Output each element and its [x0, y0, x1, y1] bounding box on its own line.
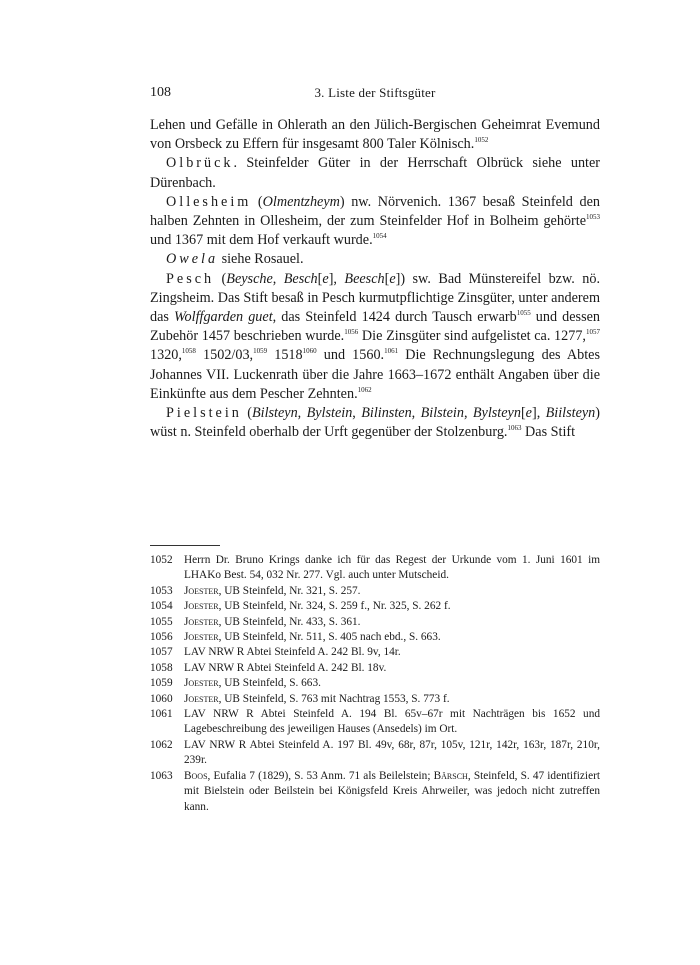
footnote-number: 1057 — [150, 646, 173, 659]
footnote-number: 1052 — [150, 554, 173, 566]
footnote-text: Joester, UB Steinfeld, S. 663. — [184, 677, 321, 690]
footnote-ref: 1057 — [585, 328, 600, 337]
footnote-1058 — [150, 661, 600, 676]
footnote-number: 1061 — [150, 708, 173, 721]
page-number: 108 — [150, 85, 171, 100]
footnote-1059 — [150, 676, 600, 691]
footnote-number: 1055 — [150, 615, 173, 628]
footnote-text: Joester, UB Steinfeld, Nr. 321, S. 257. — [184, 584, 361, 597]
footnote-1053 — [150, 584, 600, 599]
footnote-number: 1062 — [150, 738, 173, 751]
footnote-number: 1063 — [150, 769, 173, 782]
footnote-text: LAV NRW R Abtei Steinfeld A. 194 Bl. 65v–67r mit Nachträgen bis 1652 und Lagebeschreibung des jeweiligen Hauses (Ansedels) im Ort. — [184, 708, 600, 736]
footnote-ref: 1056 — [344, 328, 359, 337]
footnote-ref: 1063 — [507, 424, 522, 433]
entry-owela: Owela siehe Rosauel. — [166, 251, 304, 268]
entry-name: Olbrück — [166, 155, 234, 172]
footnote-number: 1053 — [150, 584, 173, 597]
footnote-ref: 1052 — [474, 136, 489, 145]
entry-pesch: Pesch (Beysche, Besch[e], Beesch[e]) sw. Bad Münstereifel bzw. nö. Zingsheim. Das Stift besaß in Pesch kurmutpflichtige Zinsgüter, unter anderem das Wolffgarden guet, das Steinfeld 1424 durch Tausch erwarb$^{1055}$ und dessen Zubehör 1457 beschrieben wurde.$^{1056}$ Die Zinsgüter sind aufgelistet ca. 1277,$^{1057}$ 1320,$^{1058}$ 1502/03,$^{1059}$ $1518^{1060}$ und 1560.$^{1061}$ Die Rechnungslegung des Abtes Johannes VII. Luckenrath über die Jahre 1663–1672 enthält Angaben über die Einkünfte aus dem Pescher Zehnten.$^{1062}$ — [150, 270, 600, 402]
footnote-text: Joester, UB Steinfeld, S. 763 mit Nachtrag 1553, S. 773 f. — [184, 692, 450, 705]
footnote-ref: 1058 — [181, 347, 196, 356]
footnote-1052 — [150, 553, 600, 584]
entry-name: Owela — [166, 251, 219, 268]
paragraph-ohlerath: Lehen und Gefälle in Ohlerath an den Jülich-Bergischen Geheimrat Evemund von Orsbeck zu Effern für insgesamt 800 Taler Kölnisch.$^{1052}$ — [150, 117, 600, 153]
footnotes — [150, 553, 600, 815]
entry-name: Pesch — [166, 270, 215, 287]
footnote-ref: 1060 — [302, 347, 317, 356]
footnote-1063 — [150, 769, 600, 815]
footnote-text: Boos, Eufalia 7 (1829), S. 53 Anm. 71 als Beilelstein; Bärsch, Steinfeld, S. 47 identifiziert mit Bielstein oder Beilstein bei Königsfeld Kreis Ahrweiler, was jedoch nicht zutreffen kann. — [184, 769, 600, 813]
footnote-1061 — [150, 707, 600, 738]
footnote-ref: 1062 — [357, 385, 372, 394]
footnote-divider — [150, 545, 220, 546]
footnote-ref: 1059 — [253, 347, 268, 356]
running-head: 3. Liste der Stiftsgüter — [314, 85, 436, 100]
footnote-1056 — [150, 630, 600, 645]
body-text — [150, 116, 600, 442]
footnote-text: Joester, UB Steinfeld, Nr. 511, S. 405 nach ebd., S. 663. — [184, 631, 441, 644]
footnote-text: LAV NRW R Abtei Steinfeld A. 242 Bl. 9v, 14r. — [184, 646, 401, 659]
footnote-ref: 1061 — [384, 347, 399, 356]
footnote-number: 1054 — [150, 600, 173, 613]
footnote-text: Herrn Dr. Bruno Krings danke ich für das Regest der Urkunde vom 1. Juni 1601 im LHAKo Best. 54, 032 Nr. 277. Vgl. auch unter Mutscheid. — [184, 554, 600, 582]
footnote-1060 — [150, 692, 600, 707]
footnote-text: LAV NRW R Abtei Steinfeld A. 197 Bl. 49v, 68r, 87r, 105v, 121r, 142r, 163r, 187r, 210r, 239r. — [184, 738, 600, 767]
footnote-ref: 1054 — [372, 232, 387, 241]
footnote-ref: 1055 — [516, 309, 531, 318]
footnote-1054 — [150, 599, 600, 614]
footnote-number: 1059 — [150, 677, 173, 690]
footnote-number: 1056 — [150, 631, 173, 644]
footnote-text: Joester, UB Steinfeld, Nr. 324, S. 259 f., Nr. 325, S. 262 f. — [184, 600, 451, 613]
footnote-ref: 1053 — [586, 213, 600, 222]
entry-ollesheim: Ollesheim (Olmentzheym) nw. Nörvenich. 1367 besaß Steinfeld den halben Zehnten in Ollesheim, der zum Steinfelder Hof in Bolheim gehörte$^{1053}$ und 1367 mit dem Hof verkauft wurde.$^{1054}$ — [150, 193, 600, 249]
footnote-number: 1058 — [150, 661, 173, 674]
footnote-text: Joester, UB Steinfeld, Nr. 433, S. 361. — [184, 615, 361, 628]
entry-name: Pielstein — [166, 405, 242, 422]
footnote-1055 — [150, 615, 600, 630]
footnote-number: 1060 — [150, 692, 173, 705]
footnote-1062 — [150, 738, 600, 769]
entry-olbrueck: Olbrück. Steinfelder Güter in der Herrschaft Olbrück siehe unter Dürenbach. — [150, 155, 600, 191]
footnote-text: LAV NRW R Abtei Steinfeld A. 242 Bl. 18v. — [184, 661, 387, 674]
entry-name: Ollesheim — [166, 193, 252, 210]
footnote-1057 — [150, 645, 600, 660]
entry-pielstein: Pielstein (Bilsteyn, Bylstein, Bilinsten, Bilstein, Bylsteyn[e], Biilsteyn) wüst n. Steinfeld oberhalb der Urft gegenüber der Stolzenburg.$^{1063}$ Das Stift — [150, 405, 601, 441]
